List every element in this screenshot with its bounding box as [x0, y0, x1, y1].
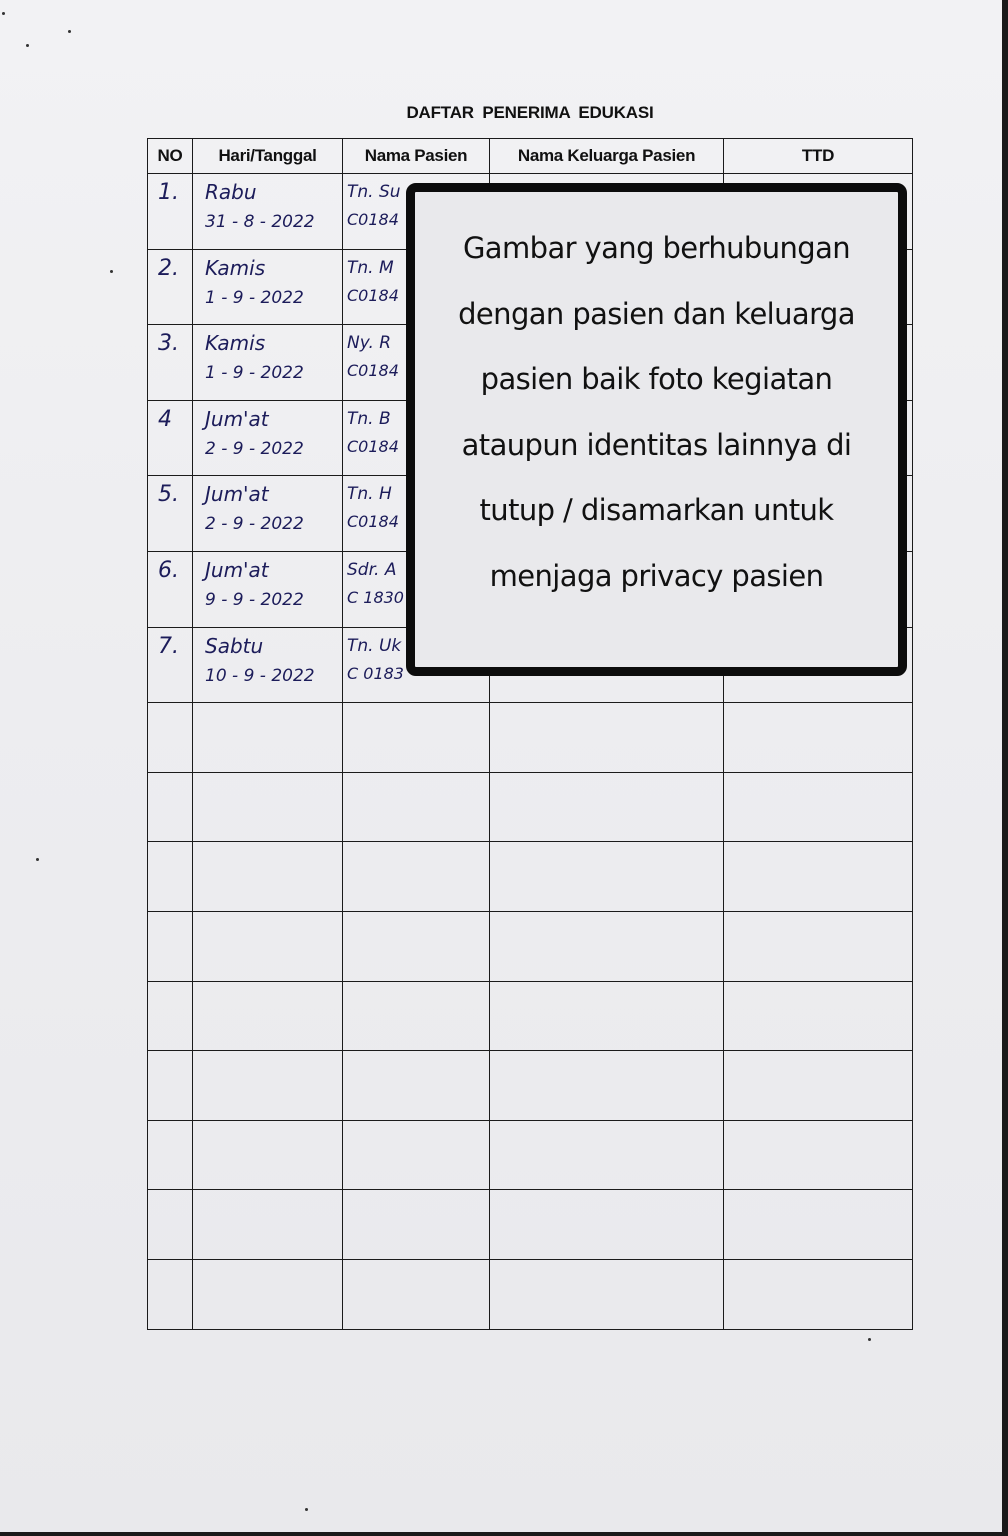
day-text: Jum'at [205, 406, 269, 431]
patient-id-text: C0184 [347, 210, 399, 229]
patient-cell [343, 1120, 490, 1190]
date-text: 9 - 9 - 2022 [205, 589, 304, 610]
patient-name-text: Tn. Uk [347, 635, 402, 656]
date-cell [193, 1259, 343, 1329]
date-cell [193, 174, 343, 250]
date-text: 31 - 8 - 2022 [205, 212, 315, 232]
day-text: Rabu [205, 180, 257, 204]
privacy-notice [406, 183, 907, 676]
row-number: 4 [148, 400, 193, 476]
day-text: Sabtu [205, 633, 264, 658]
signature-cell [724, 1120, 913, 1190]
patient-name-text: Tn. Su [347, 182, 401, 202]
table-row-empty [148, 981, 913, 1051]
family-name-cell [490, 772, 724, 842]
patient-cell [343, 981, 490, 1051]
patient-id-text: C 1830 [347, 587, 404, 607]
date-cell [193, 476, 343, 552]
patient-id-text: C0184 [347, 285, 399, 305]
privacy-notice-line: dengan pasien dan keluarga [458, 296, 855, 331]
table-row-empty [148, 703, 913, 773]
day-text: Kamis [205, 331, 266, 356]
patient-cell [343, 1190, 490, 1260]
date-text: 1 - 9 - 2022 [205, 363, 304, 384]
date-cell [193, 400, 343, 476]
signature-cell [724, 981, 913, 1051]
signature-cell [724, 911, 913, 981]
day-text: Jum'at [205, 482, 269, 507]
patient-id-text: C0184 [347, 436, 399, 456]
date-cell [193, 842, 343, 912]
signature-cell [724, 703, 913, 773]
scan-speck [2, 12, 5, 15]
row-number: 6. [148, 551, 193, 627]
row-number [148, 1190, 193, 1260]
patient-cell [343, 1051, 490, 1121]
family-name-cell [490, 842, 724, 912]
patient-cell [343, 772, 490, 842]
table-row-empty [148, 1120, 913, 1190]
row-number: 1. [148, 174, 193, 250]
row-number: 3. [148, 325, 193, 401]
date-cell [193, 249, 343, 325]
patient-name-text: Tn. B [347, 408, 391, 429]
patient-cell [343, 703, 490, 773]
table-row-empty [148, 1259, 913, 1329]
date-cell [193, 981, 343, 1051]
patient-cell [343, 842, 490, 912]
signature-cell [724, 1051, 913, 1121]
patient-name-text: Tn. H [347, 484, 392, 505]
scan-speck [305, 1508, 308, 1511]
day-text: Jum'at [205, 557, 269, 582]
patient-id-text: C0184 [347, 361, 399, 381]
row-number: 5. [148, 476, 193, 552]
family-name-cell [490, 1259, 724, 1329]
date-cell [193, 1120, 343, 1190]
family-name-cell [490, 1051, 724, 1121]
row-number [148, 1120, 193, 1190]
table-row-empty [148, 911, 913, 981]
signature-cell [724, 772, 913, 842]
family-name-cell [490, 1120, 724, 1190]
scan-speck [36, 858, 39, 861]
family-name-cell [490, 981, 724, 1051]
date-cell [193, 1051, 343, 1121]
date-cell [193, 627, 343, 703]
column-header-patient-name: Nama Pasien [343, 139, 490, 174]
row-number [148, 842, 193, 912]
table-row-empty [148, 842, 913, 912]
patient-cell [343, 1259, 490, 1329]
privacy-notice-line: pasien baik foto kegiatan [480, 362, 833, 396]
patient-id-text: C0184 [347, 512, 399, 532]
scan-speck [68, 30, 71, 33]
row-number [148, 911, 193, 981]
row-number [148, 1051, 193, 1121]
date-cell [193, 325, 343, 401]
table-row-empty [148, 1190, 913, 1260]
empty-rows [148, 703, 913, 1329]
table-row-empty [148, 772, 913, 842]
signature-cell [724, 1190, 913, 1260]
column-header-signature: TTD [724, 139, 913, 174]
privacy-notice-line: tutup / disamarkan untuk [479, 493, 834, 527]
scan-edge [0, 1532, 1008, 1536]
date-cell [193, 551, 343, 627]
family-name-cell [490, 911, 724, 981]
scan-speck [868, 1338, 871, 1341]
scan-edge [1002, 0, 1008, 1536]
scan-speck [26, 44, 29, 47]
privacy-notice-line: ataupun identitas lainnya di [461, 427, 852, 462]
privacy-notice-line: Gambar yang berhubungan [462, 231, 851, 265]
table-row-empty [148, 1051, 913, 1121]
date-text: 1 - 9 - 2022 [205, 287, 304, 308]
patient-name-text: Sdr. A [347, 559, 397, 580]
date-text: 2 - 9 - 2022 [205, 438, 304, 459]
row-number [148, 1259, 193, 1329]
patient-name-text: Tn. M [347, 257, 394, 278]
family-name-cell [490, 1190, 724, 1260]
scan-speck [110, 270, 113, 273]
row-number [148, 703, 193, 773]
patient-name-text: Ny. R [347, 333, 392, 354]
column-header-no: NO [148, 139, 193, 174]
row-number [148, 981, 193, 1051]
date-text: 10 - 9 - 2022 [205, 665, 315, 686]
column-header-date: Hari/Tanggal [193, 139, 343, 174]
day-text: Kamis [205, 255, 266, 280]
privacy-notice-line: menjaga privacy pasien [489, 558, 824, 593]
document-title: DAFTAR PENERIMA EDUKASI [406, 103, 654, 122]
column-header-family-name: Nama Keluarga Pasien [490, 139, 724, 174]
signature-cell [724, 842, 913, 912]
row-number [148, 772, 193, 842]
row-number: 7. [148, 627, 193, 703]
date-cell [193, 772, 343, 842]
signature-cell [724, 1259, 913, 1329]
date-cell [193, 911, 343, 981]
table-header-row [148, 139, 913, 174]
patient-cell [343, 911, 490, 981]
family-name-cell [490, 703, 724, 773]
date-cell [193, 1190, 343, 1260]
row-number: 2. [148, 249, 193, 325]
date-cell [193, 703, 343, 773]
patient-id-text: C 0183 [347, 663, 404, 683]
date-text: 2 - 9 - 2022 [205, 514, 304, 535]
